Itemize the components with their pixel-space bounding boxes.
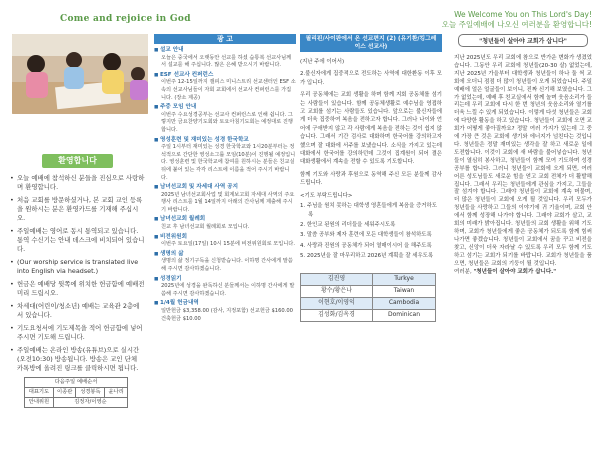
- section-heading: ■ 설교 안내: [154, 47, 296, 55]
- service-table-header: 다음주일 예배순서: [25, 378, 128, 388]
- welcome-column: [0, 34, 150, 460]
- list-item: • 기도요청서에 기도제목을 적어 헌금함에 넣어 주시면 기도해 드립니다.: [10, 324, 145, 342]
- essay-title: "청년들이 살아야 교회가 삽니다": [458, 34, 588, 47]
- section-body: 2025년 남녀선교회사업 및 회계보고회 자세대 사역의 주요행사 리스트를 1월 14일까지 아래의 간사님께 제출해 주시기 바랍니다.: [161, 191, 295, 213]
- letter-paragraph: 2.불신자에게 집중적으로 전도하는 사역에 대한환동 이후 모가 입니다.: [300, 71, 442, 86]
- section-body: 이번주 토요일(17일) 10시 15분에 비전위원회로 모입니다.: [161, 241, 295, 248]
- table-cell: 대표기도: [25, 388, 54, 398]
- table-cell: 이현호/이영익: [301, 297, 373, 309]
- section-body: 이번주 12-15일까지 캘피스 미니스트리 선교센터인 ESF 소속의 선교사님들이 자회 교회에서 선교사 컨퍼런스를 가집니다. (장소 제공): [161, 79, 296, 101]
- table-cell: 성경봉독: [76, 388, 105, 398]
- section-heading: ■ 영성훈련 및 재미있는 성경 한국학교: [154, 137, 296, 145]
- table-cell: Dominican: [373, 309, 436, 321]
- table-row: [301, 309, 436, 321]
- list-item: • (Our worship service is translated live into English via headset.): [10, 258, 145, 276]
- list-item: 1. 주님을 원치 못하는 대학생 영혼들에게 복음을 증거하도록: [300, 203, 437, 218]
- list-item: • 헌금은 예배당 뒷쪽에 위치한 헌금함에 예배전 미리 드립시오.: [10, 280, 145, 298]
- list-item: • 처음 교회를 방문하셨거나, 본 교회 교인 등록을 원하시는 분은 환영카드를 기재해 주십시오.: [10, 196, 145, 223]
- section-heading: ■ 성경읽기: [154, 276, 296, 284]
- section-body: 이번주 수요성경공부는 선교사 컨퍼런스로 인해 쉽니다. 그렇지만 금요찬양기도회와 토요아침기도회는 예정대로 진행합니다.: [161, 111, 293, 133]
- essay-column: [454, 34, 600, 460]
- prayer-heading: <기도 부탁드립니다>: [300, 192, 353, 199]
- table-row: [301, 273, 436, 285]
- table-cell: Cambodia: [373, 297, 436, 309]
- section-body: 친교 후 남녀선교회 월례회로 모입니다.: [161, 224, 250, 231]
- letter-paragraph: (지난 주에 이어서): [300, 59, 345, 65]
- list-item: • 주일예배는 영어로 동시 통역되고 있습니다. 통역 수신기는 안내 데스크에 비치되어 있습니다.: [10, 227, 145, 254]
- closing-prefix: 여러분,: [454, 269, 472, 276]
- list-item: 3. 말씀 공부와 제자 훈련에 모든 대학생들이 참석하도록: [300, 232, 432, 239]
- table-cell: 안내위원: [25, 398, 54, 408]
- table-cell: 황수/황은나: [301, 285, 373, 297]
- section-body: 오늘은 중국에서 오랫동안 선교를 하셨 습통복 선교사님께서 설교를 해 주십니다. 많은 은혜 받으시기 바랍니다.: [161, 54, 292, 69]
- table-row: [301, 297, 436, 309]
- section-body: 주일 1시부터 재미있는 성경 한국학교와 1시20분부터는 정석적으로 간단한 영성소그룹 모임(10분)이 진행될 예정입니다. 영성훈련 및 한국학교에 참여를 원하시는 분들은 친교실 뒤에 붙어 있는 각각 리스트에 이름을 적어 주시기 바랍니다.: [161, 144, 296, 181]
- list-item: 4. 사랑과 진원의 공동체가 되어 열매이시어 을 해주도록: [300, 242, 432, 249]
- table-cell: 이종관: [53, 388, 76, 398]
- section-heading: ■ 생명의 삶: [154, 251, 296, 259]
- essay-body: 지난 2025년도 우리 교회에 참으로 반가운 변화가 생겼었습니다. 그동안 우리 교회에 청년들(20-30 살) 없었는데, 지난 2025년 가을부터 대학생과 청년들이 하나 둘 씩 교회에 오더니 점점 더 많이 청년들이 오게 되었습니다. 주일 예배에 얼은 얼굴들이 보이니, 진짜 신기해 보였습니다. 그 가 없었는데, 예배 후 친교실에서 함께 놀며 웃음소리가 들리는데 우리 교회에 다시 한 번 청년의 웃음소리와 열기를 더욱 느낄 수 있게 되었습니다. 이렇게 다섯 청년들은 교회에 다양한 활동을 하고 있습니다. 청년들이 교회에 오면 교회가 어떻게 좋아질까요? 정말 여러 가지가 있는데 그 중에 가장 큰 것은 교회에 생기와 에너지가 넘친다는 것입니다. 청년들은 정말 재미있는 생각을 잘 하고 새로운 일에 도전합니다. 이것이 교회에 새 바람을 불어넣습니다. 청년들이 열심히 봉사하고, 청년들이 함께 모여 기도하며 성경 공부를 합니다. 그러니 청년들이 교회에 오게 되면, 여러 어른 성도님들도 새로운 힘을 얻고 교회 전체가 더 활발해집니다. 그래서 우리는 청년들에게 관심을 가지고, 그들을 잘 섬겨야 합니다. 그래야 청년들이 교회에 계속 머물며, 더 많은 청년들이 교회에 오게 될 것입니다. 우리 모두가 청년들을 사랑하고 그들의 이야기에 귀 기울이며, 교회 안에서 함께 성장해 나가야 합니다. 그래야 교회가 살고, 교회의 미래가 밝아집니다. 청년들의 교회 생활을 위해 기도하며, 교회가 청년들에게 좋은 공동체가 되도록 함께 힘써 나가면 좋겠습니다. 청년들이 교회에서 꿈을 꾸고 비전을 찾고, 신앙이 더욱 자라날 수 있도록 우리 모두 함께 기도하고 섬기는 교회가 되기를 바랍니다. 교회가 청년들을 품으면, 청년들은 교회의 기둥이 될 것입니다.: [454, 55, 592, 267]
- welcome-header-english: We Welcome You on This Lord's Day!: [454, 10, 592, 19]
- section-body: 일반헌금 $3,358.00 (감사, 지정포함) 선교헌금 $160.00 건축헌금 $10.00: [161, 308, 293, 322]
- section-heading: ■ 남녀선교회 및 자세대 사역 공지: [154, 184, 296, 192]
- table-cell: Taiwan: [373, 285, 436, 297]
- section-heading: ■ 주중 모임 안내: [154, 104, 296, 112]
- letter-paragraph: 함께 기도와 사랑과 후원으로 동역해 주신 모든 분들께 감사드립니다.: [300, 171, 442, 187]
- closing-bold: "청년들이 살아야 교회가 삽니다.": [473, 269, 557, 276]
- list-item: • 주일예배는 온라인 방송(유튜브)으로 실시간 (오전10:30) 방송됩니다. 방송은 교인 단체 카톡방에 올려진 링크를 클릭하시면 됩니다.: [10, 346, 145, 373]
- list-item: • 차세대(어린이/청소년) 예배는 교육관 2층에서 있습니다.: [10, 302, 145, 320]
- prayer-list: [300, 202, 442, 260]
- welcome-title: 환영합니다: [42, 154, 113, 168]
- table-cell: Turkye: [373, 273, 436, 285]
- letter-paragraph: 우리 공동체에는 교회 생활을 하며 함께 지회 공동체를 섬기는 사람들이 있습니다. 함께 공동체생활로 예수님을 영접하고 교회를 섬기는 사람들도 있습니다. 앞으로는 불신자들에게 더욱 집중하여 복음을 전하고자 합니다. 그러나 나이와 언어에 구애받지 않고 각 사람에게 복음을 전하는 것이 쉽지 않습니다. 그래서 기간 검사로 대화하며 한국어를 강의하고자 했으며 잘 대화에 서주를 보냈습니다. 소식을 가지고 있는데 대화에서 한국어를 강의하던데 그것이 집계원이 되어 결은 대화생활에서 계속을 전할 수 있도록 기도합니다.: [300, 92, 442, 166]
- table-cell: 김성화/김옥경: [301, 309, 373, 321]
- table-cell: 윤나리: [105, 388, 128, 398]
- missionary-table: [300, 273, 436, 322]
- table-cell: 김정자/이영순: [53, 398, 127, 408]
- announcements-title: 광 고: [154, 34, 296, 44]
- section-body: 생명의 삶 정기구독을 신청받습니다. 이하명 간사에게 말씀해 주시면 감사하겠습니다.: [161, 258, 293, 273]
- section-heading: ■ ESF 선교사 컨퍼런스: [154, 72, 296, 80]
- missionary-letter-column: [300, 34, 448, 460]
- section-heading: ■ 남녀선교회 월례회: [154, 216, 296, 224]
- children-photo: [12, 34, 148, 114]
- welcome-header: [442, 10, 592, 30]
- announcements-column: [154, 34, 296, 460]
- section-body: 2025년에 성경을 완독하신 분들께서는 이하명 간사에게 말씀해 주시면 감사하겠습니다.: [161, 283, 295, 297]
- list-item: 2. 한인교 된원의 리더들을 세워주시도록: [300, 221, 396, 228]
- bulletin-title: Come and rejoice in God: [60, 14, 191, 24]
- section-heading: ■ 1/4월 헌금내역: [154, 300, 296, 308]
- list-item: • 오늘 예배에 참석하신 분들을 진심으로 사랑하며 환영합니다.: [10, 174, 145, 192]
- welcome-header-korean: 오늘 주일예배에 나오신 여러분을 환영합니다!: [441, 20, 592, 29]
- letter-title: 필리핀/사이판에서 온 선교편지 (2) (유기환/킹그레이스 선교사): [300, 34, 442, 52]
- welcome-list: [10, 174, 145, 373]
- section-heading: ■ 비전위원회: [154, 234, 296, 242]
- table-cell: 김진영: [301, 273, 373, 285]
- essay-closing: [454, 269, 592, 277]
- next-week-service-table: [24, 377, 128, 408]
- list-item: 5. 2025년을 잘 마무리하고 2026년 계획을 잘 세우도록: [300, 253, 434, 260]
- table-row: [301, 285, 436, 297]
